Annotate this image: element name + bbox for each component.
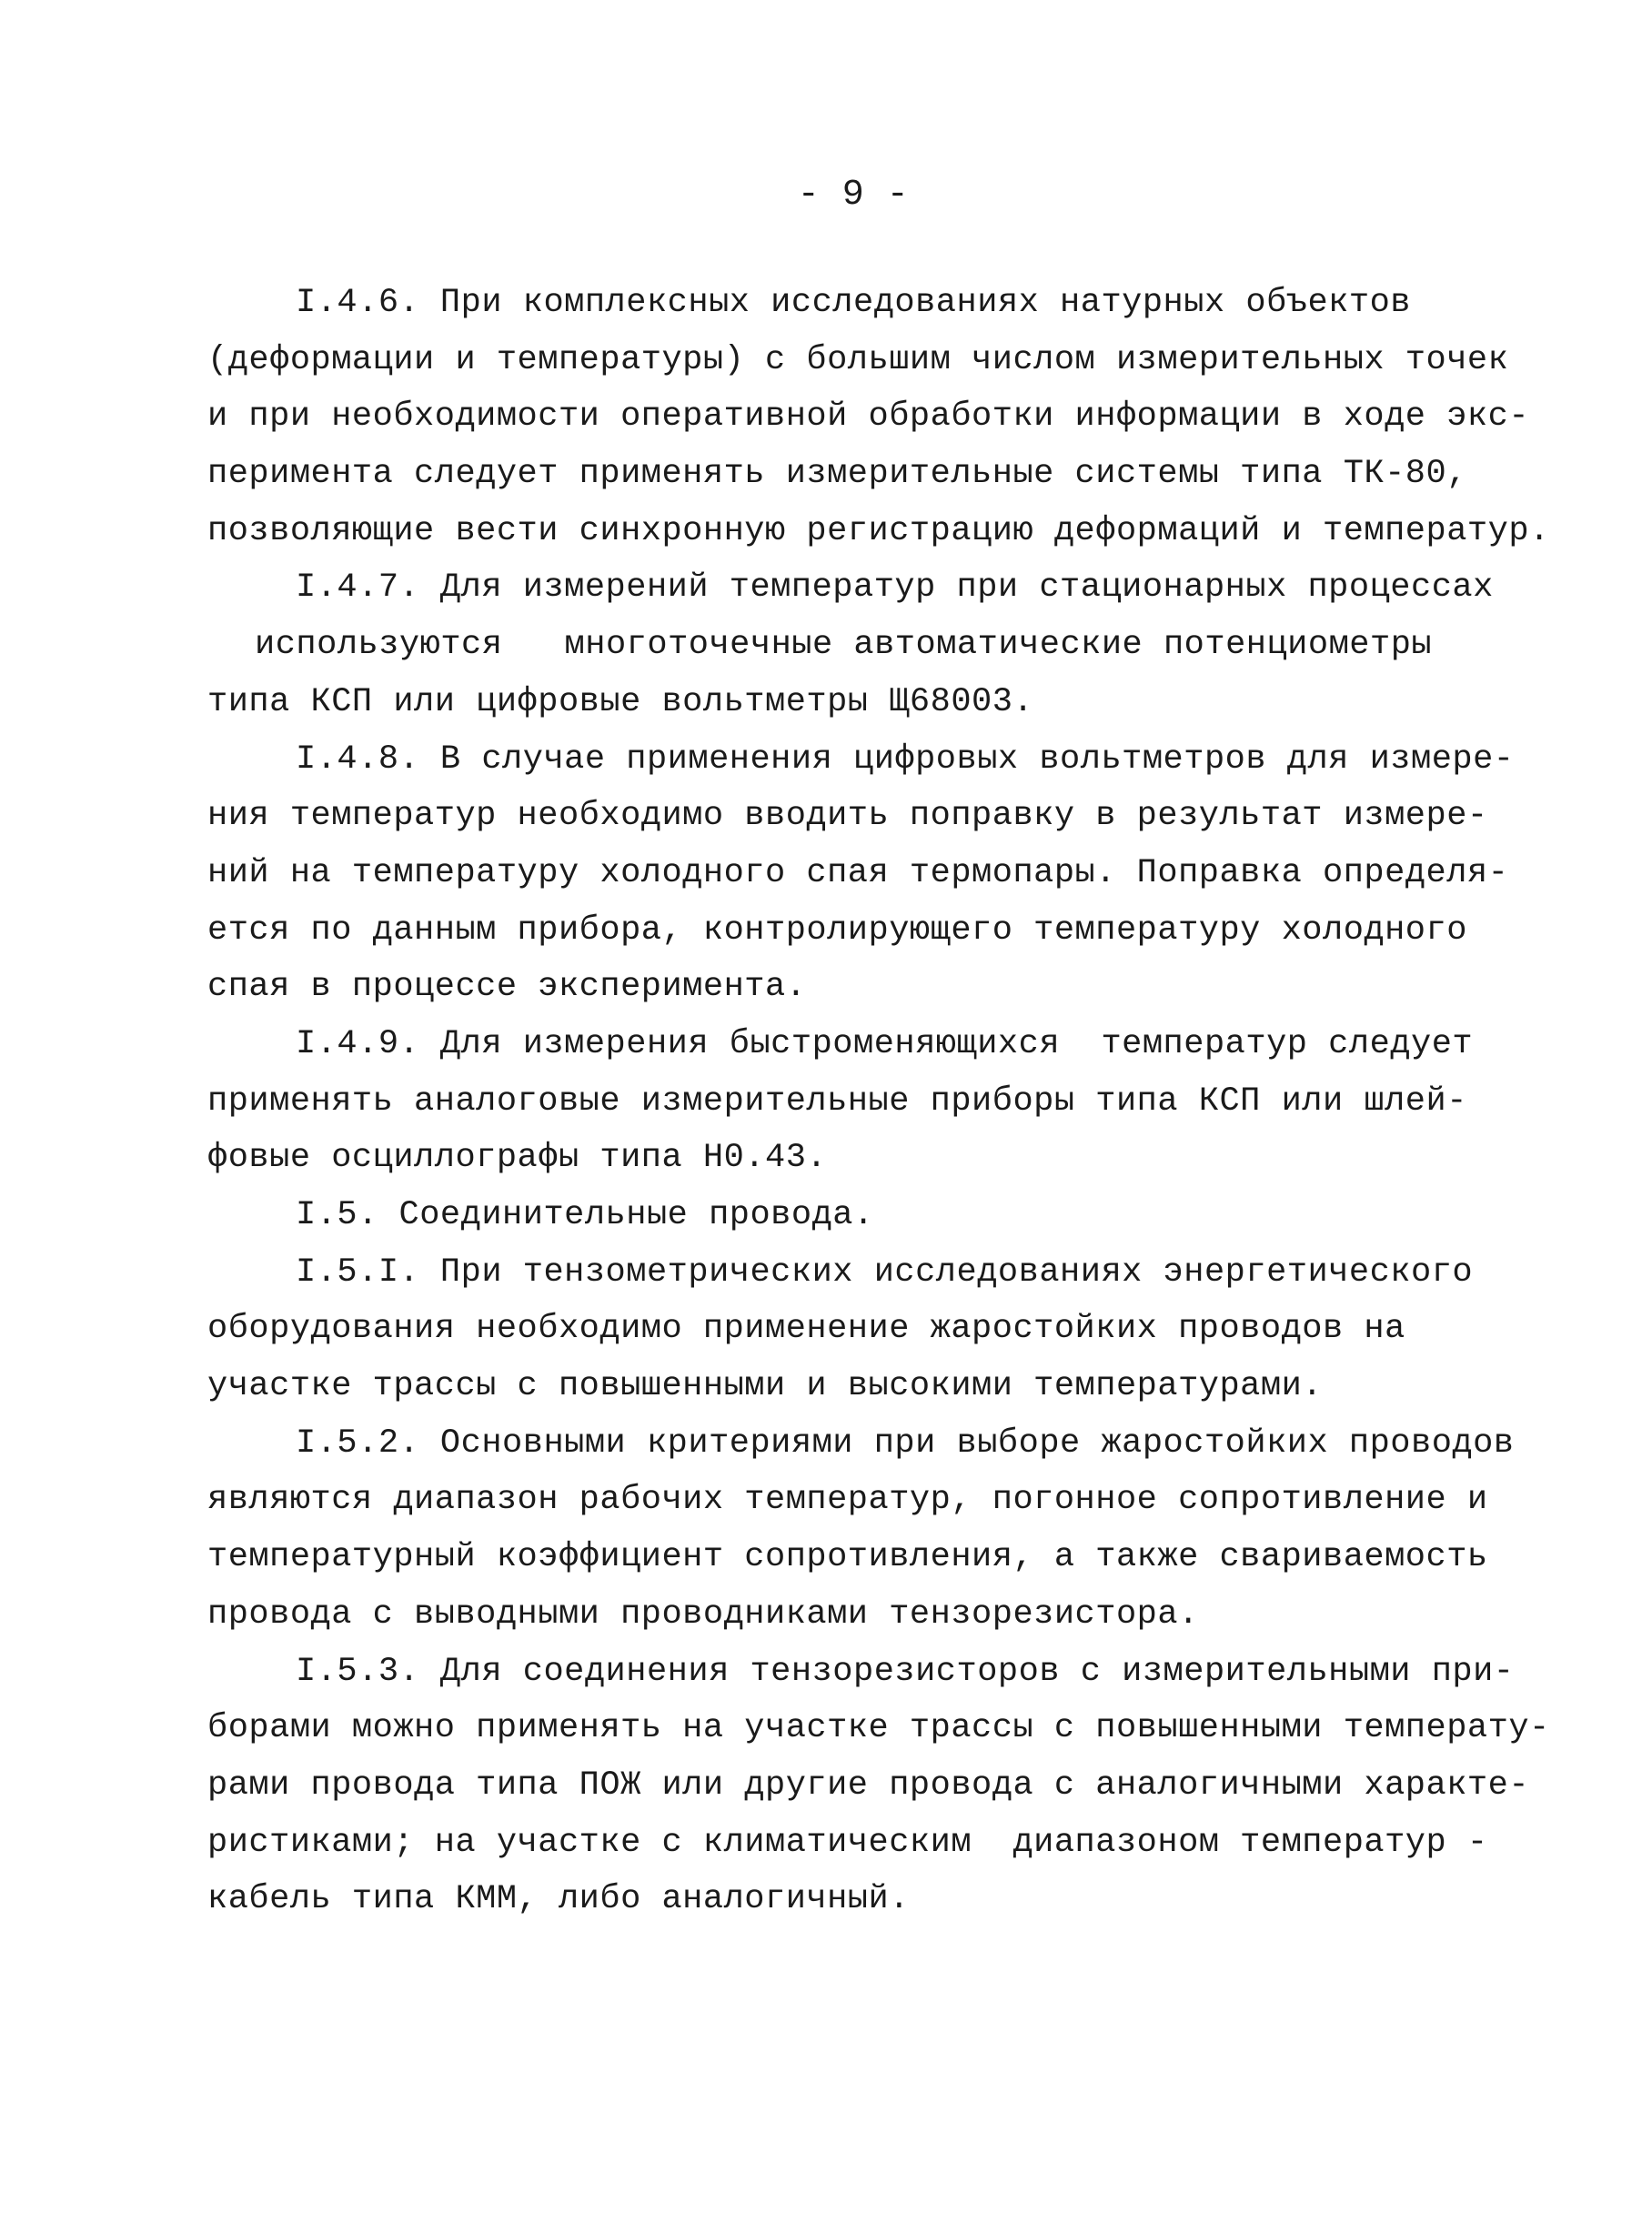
- text-line: и при необходимости оперативной обработки информации в ходе экс-: [207, 397, 1530, 437]
- body-text: [207, 275, 1550, 1928]
- text-line: применять аналоговые измерительные приборы типа КСП или шлей-: [207, 1081, 1467, 1121]
- text-line: ристиками; на участке с климатическим диапазоном температур -: [207, 1823, 1488, 1862]
- text-line: фовые осциллографы типа Н0.43.: [207, 1139, 828, 1178]
- text-line: температурный коэффициент сопротивления, а также свариваемость: [207, 1538, 1488, 1577]
- text-line: (деформации и температуры) с большим числом измерительных точек: [207, 340, 1509, 379]
- text-line: провода с выводными проводниками тензорезистора.: [207, 1594, 1199, 1634]
- text-line: I.5.I. При тензометрических исследованиях энергетического: [296, 1252, 1474, 1292]
- text-line: типа КСП или цифровые вольтметры Щ68003.: [207, 682, 1034, 721]
- text-line: I.5.2. Основными критериями при выборе жаростойких проводов: [296, 1423, 1515, 1463]
- text-line: I.4.8. В случае применения цифровых вольтметров для измере-: [296, 739, 1515, 779]
- page-number: - 9 -: [797, 175, 910, 216]
- text-line: спая в процессе эксперимента.: [207, 968, 807, 1007]
- text-line: оборудования необходимо применение жаростойких проводов на: [207, 1310, 1405, 1349]
- text-line: перимента следует применять измерительные системы типа ТК-80,: [207, 455, 1467, 494]
- text-line: I.4.7. Для измерений температур при стационарных процессах: [296, 568, 1494, 608]
- text-line: рами провода типа ПОЖ или другие провода с аналогичными характе-: [207, 1765, 1530, 1805]
- text-line: являются диапазон рабочих температур, погонное сопротивление и: [207, 1481, 1488, 1520]
- text-line: кабель типа КММ, либо аналогичный.: [207, 1880, 910, 1919]
- text-line: I.4.6. При комплексных исследованиях натурных объектов: [296, 284, 1411, 322]
- text-line: ния температур необходимо вводить поправку в результат измере-: [207, 797, 1488, 836]
- text-line: I.4.9. Для измерения быстроменяющихся температур следует: [296, 1024, 1474, 1063]
- text-line: позволяющие вести синхронную регистрацию деформаций и температур.: [207, 511, 1550, 550]
- text-line: I.5.3. Для соединения тензорезисторов с измерительными при-: [296, 1652, 1515, 1691]
- text-line: используются многоточечные автоматические потенциометры: [255, 626, 1433, 665]
- text-line: борами можно применять на участке трассы с повышенными температу-: [207, 1709, 1550, 1748]
- text-line: ется по данным прибора, контролирующего температуру холодного: [207, 910, 1467, 950]
- text-line: I.5. Соединительные провода.: [296, 1196, 874, 1234]
- text-line: участке трассы с повышенными и высокими температурами.: [207, 1367, 1323, 1406]
- text-line: ний на температуру холодного спая термопары. Поправка определя-: [207, 853, 1509, 892]
